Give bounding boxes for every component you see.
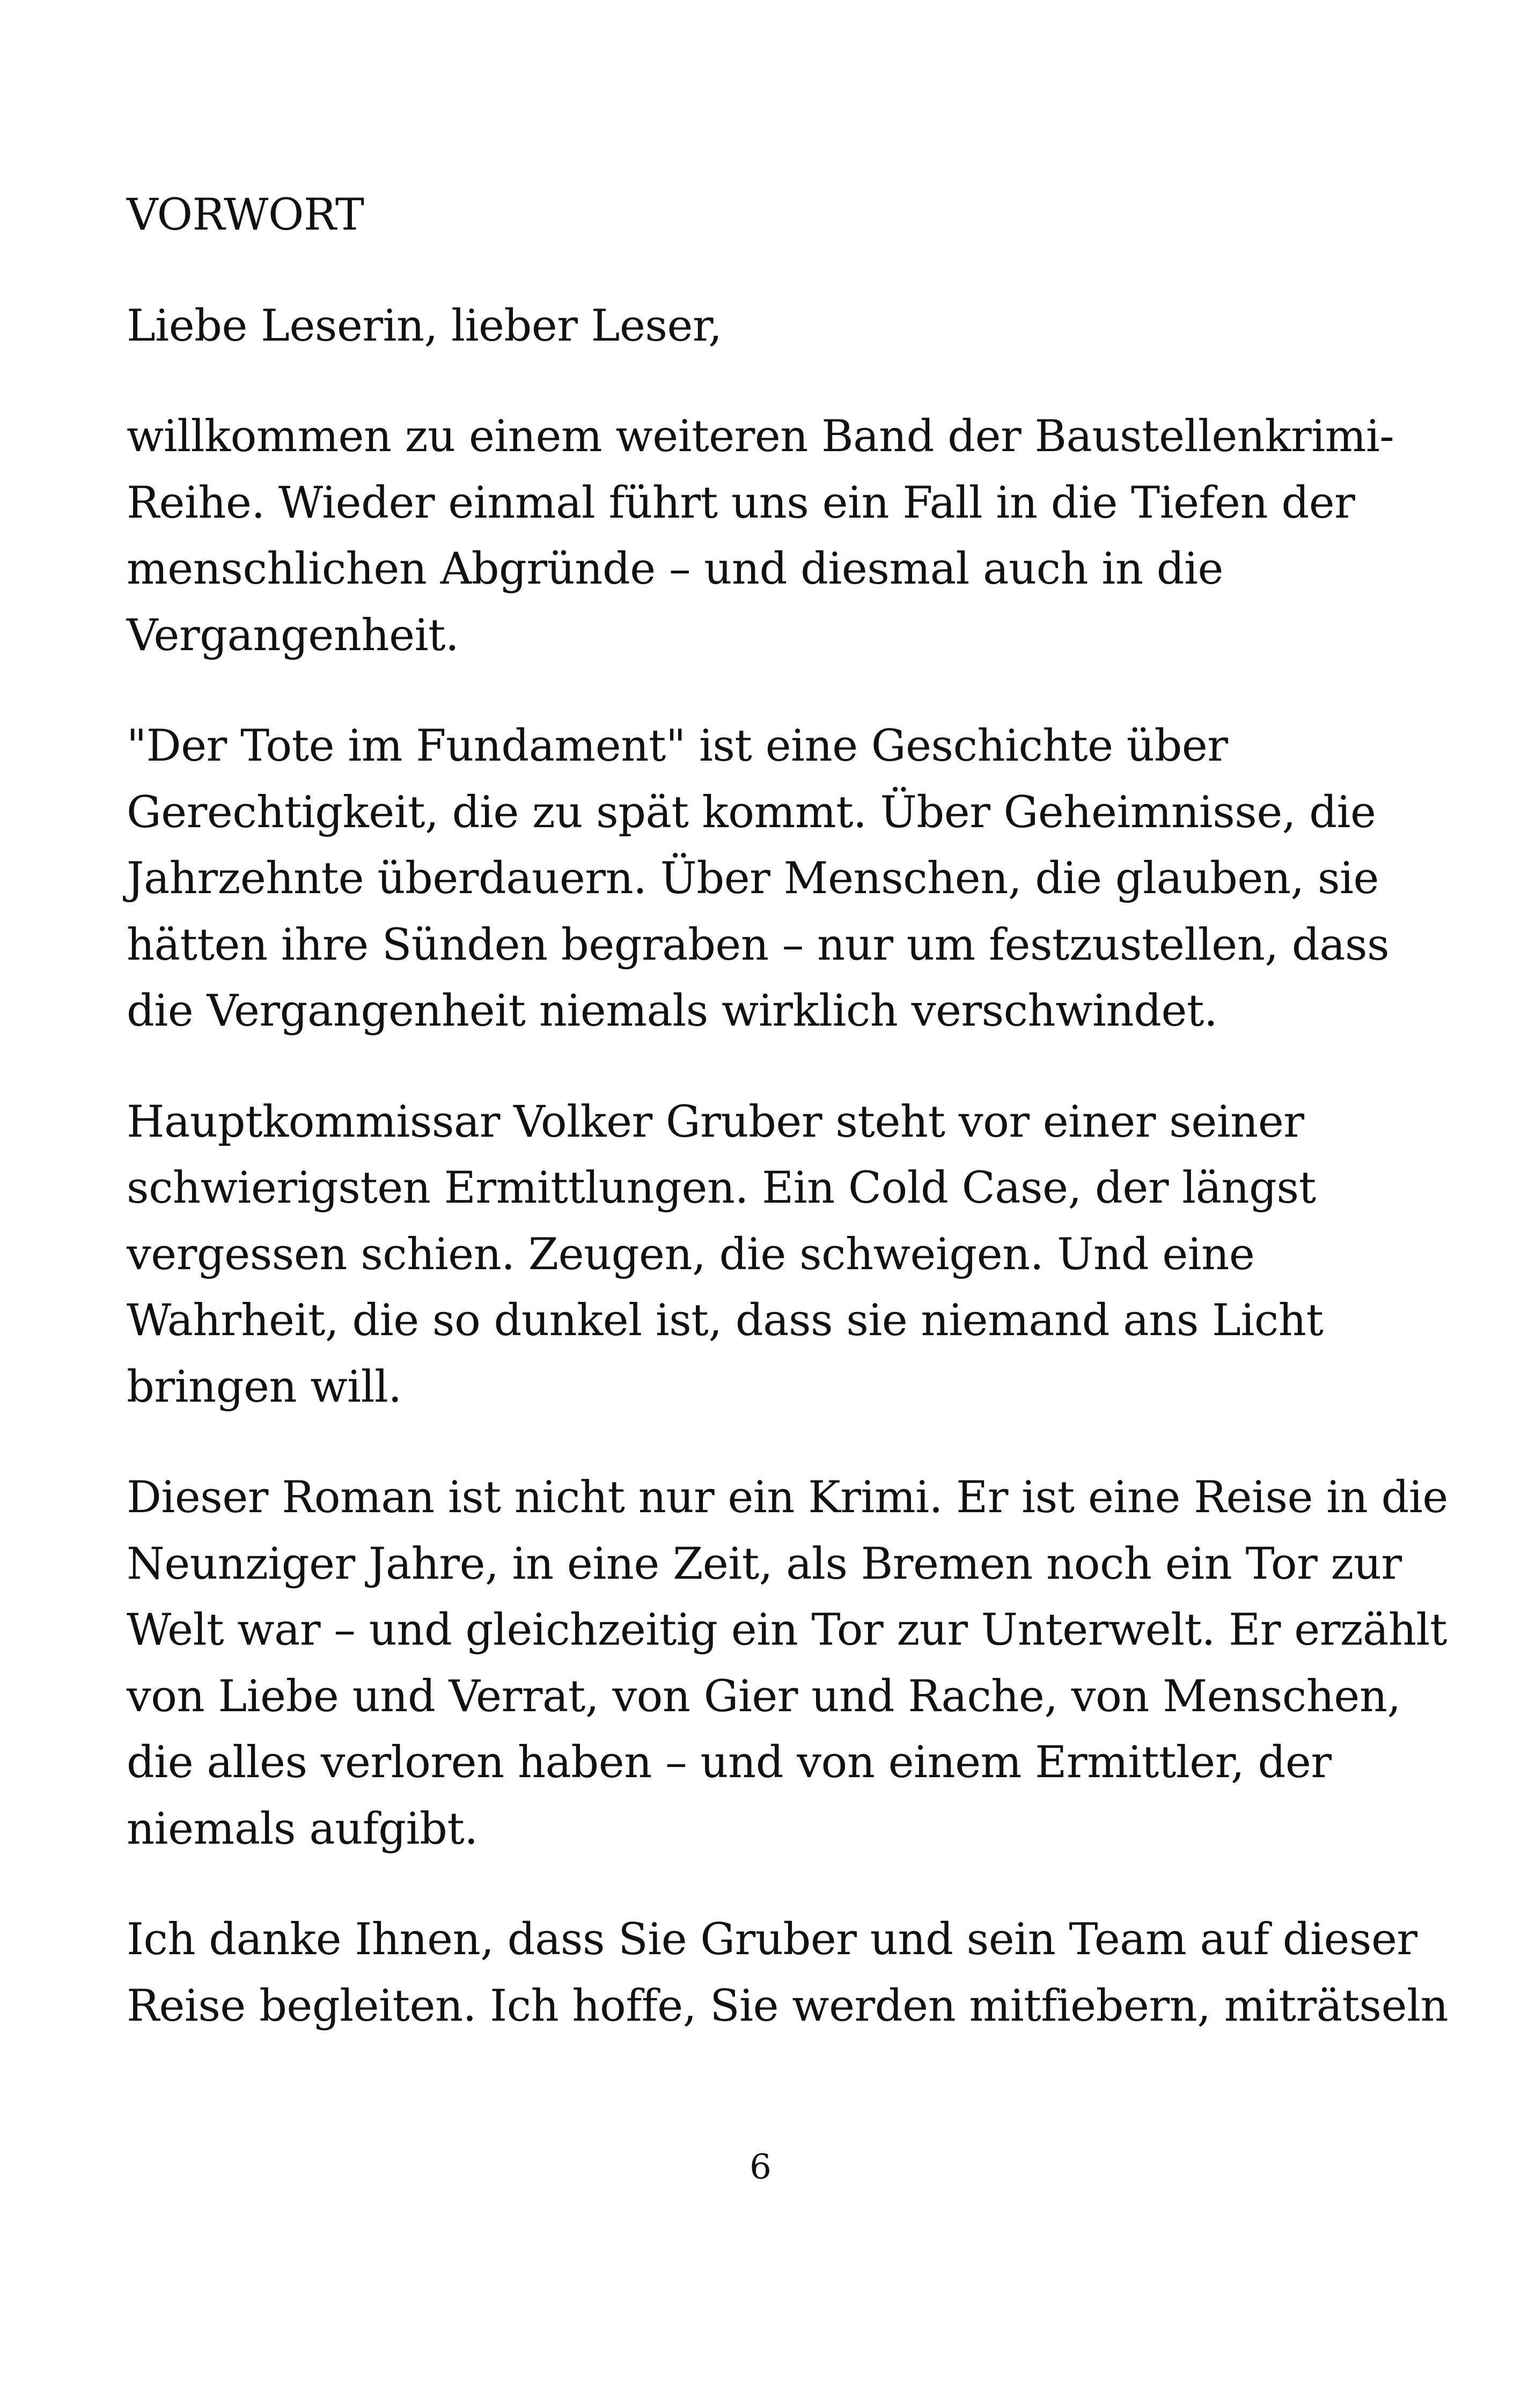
text-line: Gerechtigkeit, die zu spät kommt. Über Geheimnisse, die bbox=[127, 787, 1376, 838]
paragraph-list bbox=[127, 293, 1449, 2040]
text-line: willkommen zu einem weiteren Band der Baustellenkrimi- bbox=[127, 411, 1394, 462]
text-line: vergessen schien. Zeugen, die schweigen. Und eine bbox=[127, 1229, 1255, 1280]
text-line: Wahrheit, die so dunkel ist, dass sie niemand ans Licht bbox=[127, 1295, 1324, 1346]
paragraph bbox=[127, 713, 1441, 1045]
text-line: die Vergangenheit niemals wirklich verschwindet. bbox=[127, 986, 1218, 1036]
paragraph bbox=[127, 1465, 1448, 1862]
text-line: bringen will. bbox=[127, 1361, 402, 1412]
text-line: hätten ihre Sünden begraben – nur um festzustellen, dass bbox=[127, 919, 1390, 970]
page-number: 6 bbox=[750, 2147, 771, 2187]
text-line: Reihe. Wieder einmal führt uns ein Fall in die Tiefen der bbox=[127, 477, 1355, 528]
text-line: "Der Tote im Fundament" ist eine Geschichte über bbox=[127, 721, 1228, 771]
paragraph bbox=[127, 1089, 1441, 1421]
text-line: menschlichen Abgründe – und diesmal auch in die bbox=[127, 544, 1223, 594]
text-line: niemals aufgibt. bbox=[127, 1803, 478, 1854]
text-line: Neunziger Jahre, in eine Zeit, als Bremen noch ein Tor zur bbox=[127, 1538, 1402, 1589]
paragraph bbox=[127, 1907, 1449, 2039]
text-line: Jahrzehnte überdauern. Über Menschen, die glauben, sie bbox=[127, 853, 1379, 904]
paragraph bbox=[127, 293, 1441, 360]
text-line: Dieser Roman ist nicht nur ein Krimi. Er ist eine Reise in die bbox=[127, 1472, 1448, 1523]
text-line: Ich danke Ihnen, dass Sie Gruber und sein Team auf dieser bbox=[127, 1914, 1417, 1965]
text-line: Hauptkommissar Volker Gruber steht vor einer seiner bbox=[127, 1096, 1304, 1147]
paragraph bbox=[127, 404, 1441, 669]
text-line: von Liebe und Verrat, von Gier und Rache, von Menschen, bbox=[127, 1671, 1401, 1722]
page-title: VORWORT bbox=[127, 190, 364, 240]
text-line: Welt war – und gleichzeitig ein Tor zur Unterwelt. Er erzählt bbox=[127, 1605, 1447, 1655]
text-line: Reise begleiten. Ich hoffe, Sie werden mitfiebern, miträtseln bbox=[127, 1980, 1449, 2031]
text-line: Liebe Leserin, lieber Leser, bbox=[127, 300, 722, 351]
text-line: schwierigsten Ermittlungen. Ein Cold Case, der längst bbox=[127, 1163, 1316, 1213]
text-line: die alles verloren haben – und von einem Ermittler, der bbox=[127, 1737, 1332, 1788]
text-line: Vergangenheit. bbox=[127, 610, 459, 661]
page-body bbox=[127, 182, 1449, 2084]
